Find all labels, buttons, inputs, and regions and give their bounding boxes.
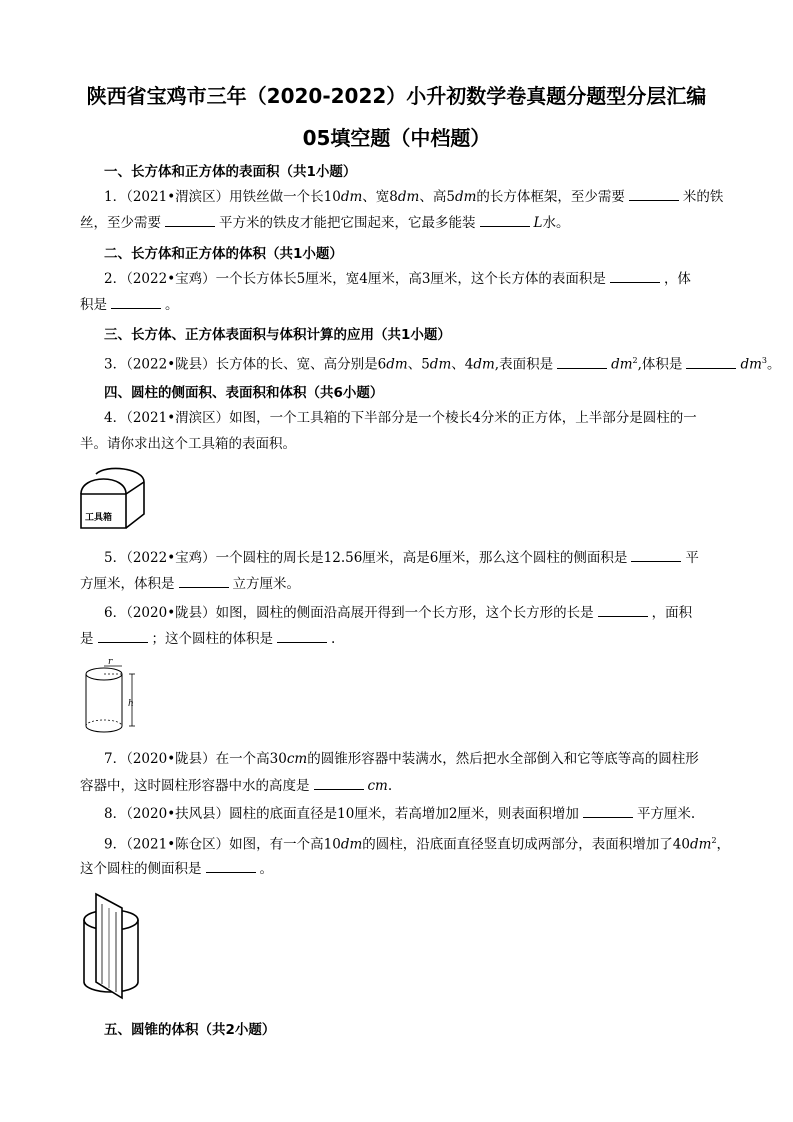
- q7-unit-1: cm: [286, 751, 308, 767]
- doc-title-line2: 05填空题（中档题）: [302, 126, 491, 150]
- q6-blank-3[interactable]: [277, 630, 327, 643]
- q9-unit-1: dm: [340, 836, 363, 853]
- q7-text-c: 容器中，这时圆柱形容器中水的高度是: [80, 778, 310, 794]
- height-label: h: [128, 699, 134, 709]
- cylinder-figure: [78, 656, 148, 736]
- question-6-line1: [104, 604, 692, 621]
- q5-blank-2[interactable]: [179, 575, 229, 588]
- toolbox-label: 工具箱: [85, 513, 113, 523]
- toolbox-figure: [78, 462, 150, 532]
- q1-text-a: 1．（2021•渭滨区）用铁丝做一个长10: [104, 189, 341, 205]
- doc-title-line1: 陕西省宝鸡市三年（2020-2022）小升初数学卷真题分题型分层汇编: [86, 84, 707, 108]
- q2-blank-2[interactable]: [111, 296, 161, 309]
- q1-text-e: 米的铁: [682, 189, 724, 205]
- question-9-line2: [80, 860, 273, 877]
- q2-text-d: 。: [165, 297, 179, 313]
- question-5-line1: [104, 549, 699, 566]
- q9-text-c: ，: [716, 836, 731, 853]
- q1-blank-1[interactable]: [629, 188, 679, 201]
- q6-blank-2[interactable]: [98, 630, 148, 643]
- question-1-line1: [104, 188, 723, 205]
- q1-unit-4: L: [533, 215, 543, 231]
- question-2-line2: [80, 296, 179, 313]
- q2-blank-1[interactable]: [610, 270, 660, 283]
- q3-text-e: ,体积是: [637, 356, 683, 373]
- question-9-line1: [104, 833, 730, 853]
- q1-unit-2: dm: [397, 189, 420, 205]
- question-8-line1: [104, 805, 695, 822]
- q7-text-d: .: [387, 778, 393, 794]
- q5-text-a: 5．（2022•宝鸡）一个圆柱的周长是12.56厘米，高是6厘米，那么这个圆柱的侧面积是: [104, 550, 628, 566]
- q3-text-f: 。: [766, 356, 781, 373]
- question-1-line2: [80, 214, 569, 231]
- q7-blank-1[interactable]: [314, 777, 364, 790]
- q9-sup: 2: [711, 836, 717, 845]
- q8-text-b: 平方厘米.: [636, 806, 696, 822]
- q1-text-f: 丝，至少需要: [80, 215, 161, 231]
- q3-text-c: 、4: [451, 356, 474, 373]
- question-5-line2: [80, 575, 300, 592]
- q3-unit-2: dm: [429, 356, 452, 373]
- q1-unit-1: dm: [340, 189, 363, 205]
- q1-blank-3[interactable]: [480, 214, 530, 227]
- q1-blank-2[interactable]: [165, 214, 215, 227]
- q7-text-b: 的圆锥形容器中装满水，然后把水全部倒入和它等底等高的圆柱形: [307, 751, 699, 767]
- q3-unit-3: dm: [473, 356, 495, 373]
- q5-text-b: 平: [685, 550, 699, 566]
- q6-text-a: 6．（2020•陇县）如图，圆柱的侧面沿高展开得到一个长方形，这个长方形的长是: [104, 605, 594, 621]
- q1-unit-3: dm: [454, 189, 477, 205]
- q6-blank-1[interactable]: [598, 604, 648, 617]
- section-3-heading: 三、长方体、正方体表面积与体积计算的应用（共1小题）: [104, 327, 451, 343]
- q9-unit-2: dm: [689, 836, 712, 853]
- question-7-line1: [104, 751, 699, 767]
- q3-unit-4: dm: [611, 356, 633, 373]
- q9-blank-1[interactable]: [206, 860, 256, 873]
- q5-blank-1[interactable]: [631, 549, 681, 562]
- section-1-heading: 一、长方体和正方体的表面积（共1小题）: [104, 164, 357, 180]
- q1-text-h: 水。: [542, 215, 570, 231]
- q6-text-e: .: [331, 631, 336, 647]
- section-2-heading: 二、长方体和正方体的体积（共1小题）: [104, 246, 343, 262]
- q5-text-c: 方厘米，体积是: [80, 576, 175, 592]
- q2-text-b: ，体: [663, 271, 691, 287]
- q1-text-c: 、高5: [419, 189, 455, 205]
- q6-text-d: ；这个圆柱的体积是: [151, 631, 273, 647]
- section-5-heading: 五、圆锥的体积（共2小题）: [104, 1022, 276, 1038]
- q9-text-e: 。: [259, 861, 273, 877]
- question-2-line1: [104, 270, 691, 287]
- q3-unit-1: dm: [386, 356, 408, 373]
- q9-text-b: 的圆柱，沿底面直径竖直切成两部分，表面积增加了40: [362, 836, 690, 853]
- q1-text-g: 平方米的铁皮才能把它围起来，它最多能装: [219, 215, 476, 231]
- q3-sup-2: 3: [761, 356, 767, 365]
- question-4-line1: 4．（2021•渭滨区）如图，一个工具箱的下半部分是一个棱长4分米的正方体，上半部分是圆柱的一: [104, 410, 697, 426]
- q7-unit-2: cm: [367, 778, 388, 794]
- q3-blank-1[interactable]: [557, 356, 607, 369]
- q9-text-d: 这个圆柱的侧面积是: [80, 861, 202, 877]
- q8-text-a: 8．（2020•扶风县）圆柱的底面直径是10厘米，若高增加2厘米，则表面积增加: [104, 806, 579, 822]
- q3-unit-5: dm: [740, 356, 762, 373]
- q6-text-b: ，面积: [651, 605, 693, 621]
- q3-text-a: 3．（2022•陇县）长方体的长、宽、高分别是6: [104, 356, 387, 373]
- q2-text-c: 积是: [80, 297, 107, 313]
- cut-cylinder-figure: [78, 890, 150, 1000]
- q1-text-d: 的长方体框架，至少需要: [476, 189, 625, 205]
- q9-text-a: 9．（2021•陈仓区）如图，有一个高10: [104, 836, 341, 853]
- question-6-line2: [80, 630, 335, 647]
- q3-text-d: ,表面积是: [494, 356, 554, 373]
- q7-text-a: 7．（2020•陇县）在一个高30: [104, 751, 287, 767]
- q3-sup-1: 2: [632, 356, 638, 365]
- section-4-heading: 四、圆柱的侧面积、表面积和体积（共6小题）: [104, 385, 384, 401]
- q3-text-b: 、5: [407, 356, 430, 373]
- question-7-line2: [80, 777, 392, 794]
- q5-text-d: 立方厘米。: [232, 576, 300, 592]
- q6-text-c: 是: [80, 631, 94, 647]
- q3-blank-2[interactable]: [686, 356, 736, 369]
- q2-text-a: 2．（2022•宝鸡）一个长方体长5厘米，宽4厘米，高3厘米，这个长方体的表面积是: [104, 271, 606, 287]
- question-3-line1: [104, 353, 780, 373]
- q8-blank-1[interactable]: [583, 805, 633, 818]
- q1-text-b: 、宽8: [362, 189, 398, 205]
- question-4-line2: 半。请你求出这个工具箱的表面积。: [80, 436, 296, 452]
- radius-label: r: [108, 657, 113, 667]
